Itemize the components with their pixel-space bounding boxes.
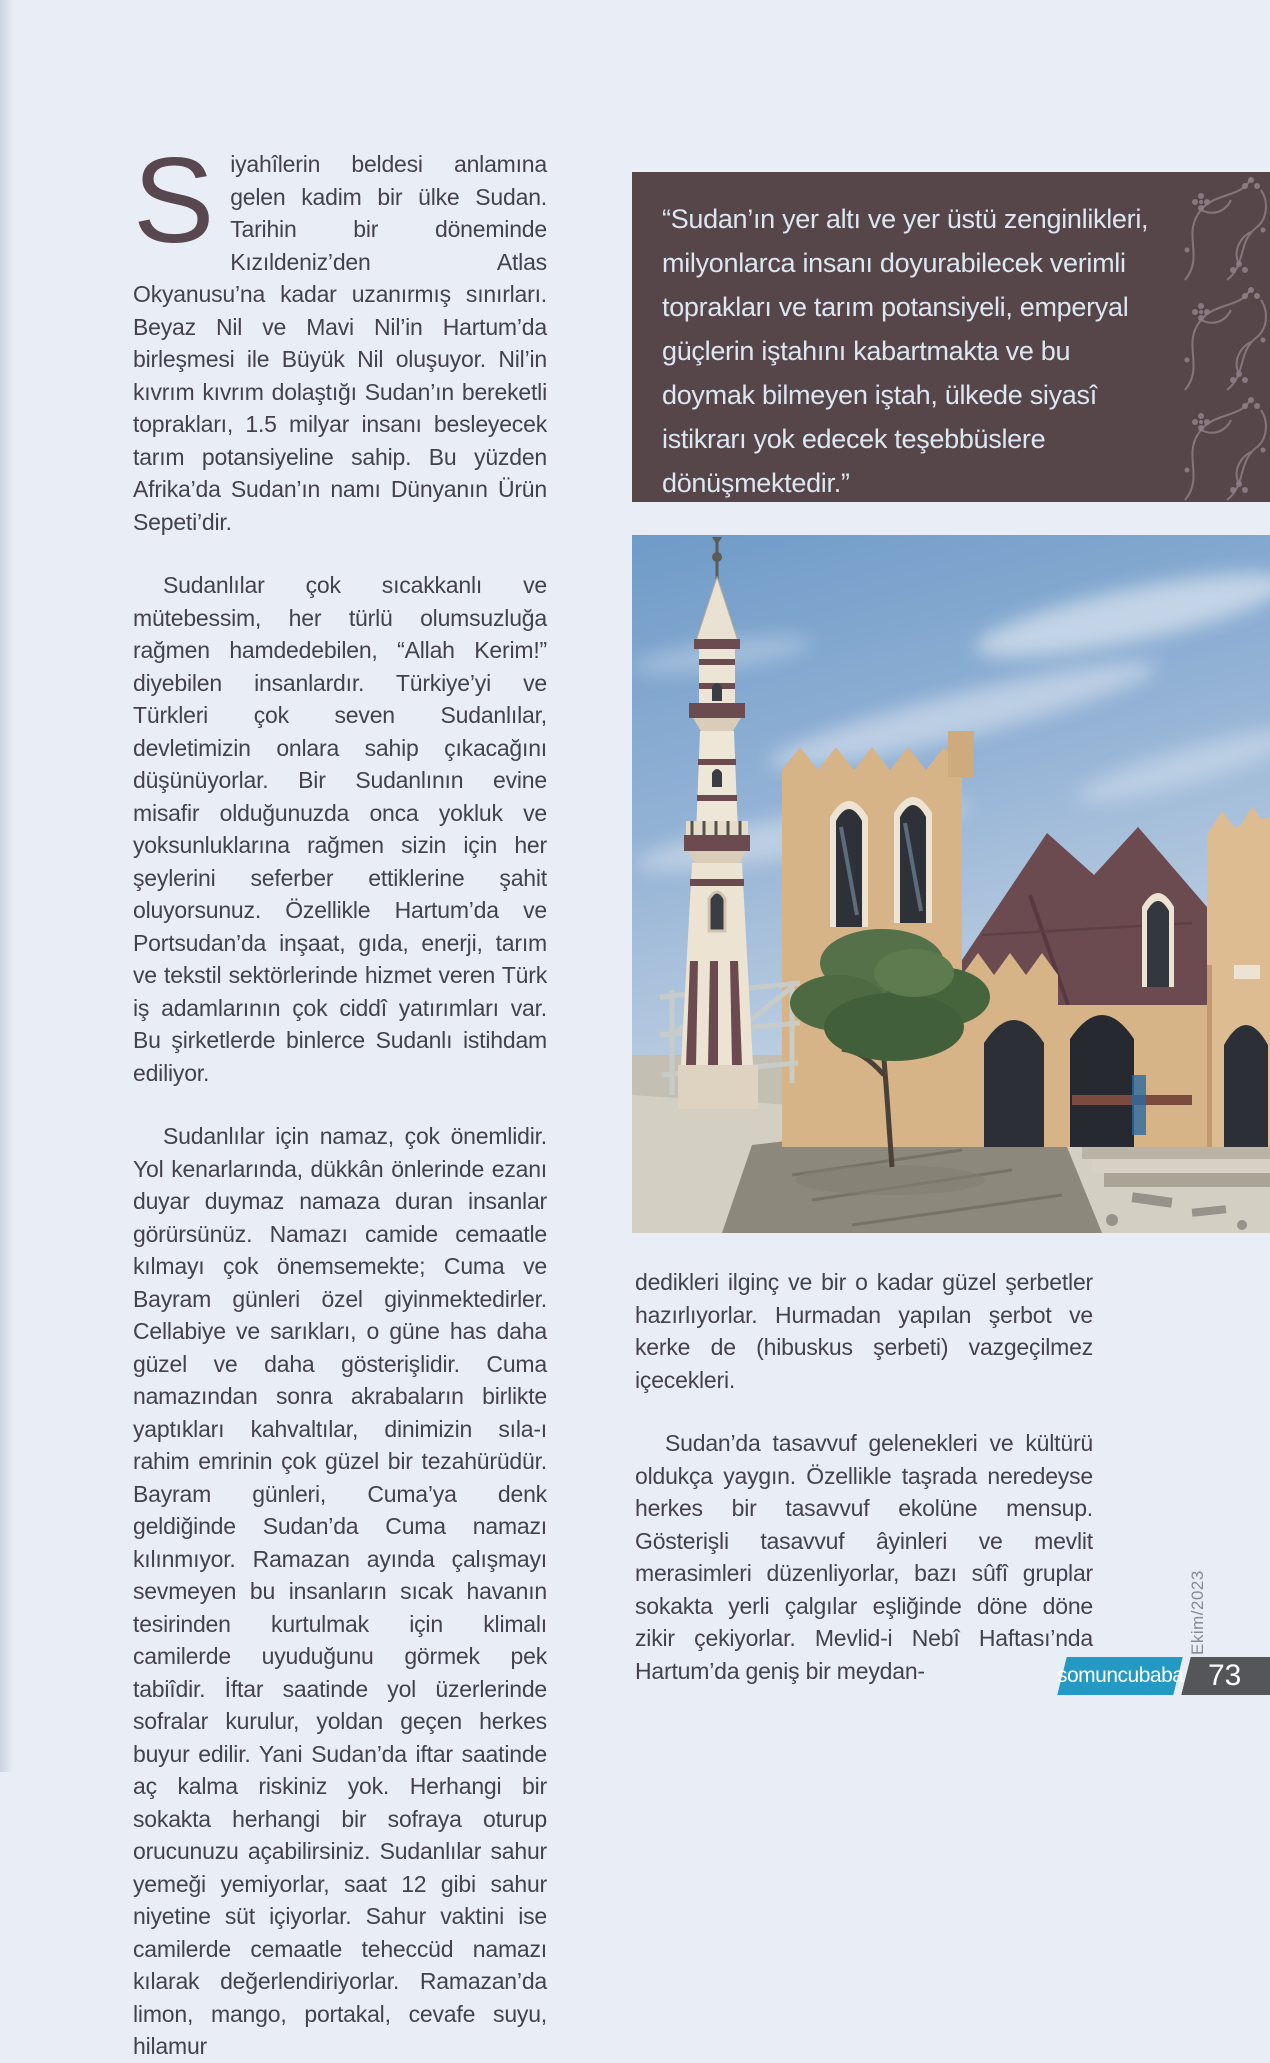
paragraph-2: Sudanlılar çok sıcakkanlı ve mütebessim, her türlü olumsuzluğa rağmen hamdedebilen, “Allah Kerim!” diyebilen insanlardır. Türkiye’yi ve Türkleri çok seven Sudanlılar, devletimizin onlara sahip çıkacağını düşünüyorlar. Bir Sudanlının evine misafir olduğunuzda onca yokluk ve yoksunluklarına rağmen sizin için her şeylerini seferber ettiklerine şahit oluyorsunuz. Özellikle Hartum’da ve Portsudan’da inşaat, gıda, enerji, tarım ve tekstil sektörlerinde hizmet veren Türk iş adamlarının çok ciddî yatırımları var. Bu şirketlerde binlerce Sudanlı istihdam ediliyor.: [133, 572, 547, 1086]
page-gutter-shadow: [0, 0, 14, 1772]
brand-badge: [1057, 1657, 1182, 1695]
article-right-column: [635, 1266, 1093, 1687]
paragraph-1: [133, 132, 547, 538]
mosque-photo-illustration: [632, 535, 1270, 1233]
drop-cap: S: [133, 132, 215, 268]
mosque-photo: [632, 535, 1270, 1233]
paragraph-4: dedikleri ilginç ve bir o kadar güzel şerbetler hazırlıyorlar. Hurmadan yapılan şerbot ve kerke de (hibuskus şerbeti) vazgeçilmez içecekleri.: [635, 1269, 1093, 1393]
paragraph-5: Sudan’da tasavvuf gelenekleri ve kültürü oldukça yaygın. Özellikle taşrada neredeyse herkes bir tasavvuf ekolüne mensup. Gösterişli tasavvuf âyinleri ve mevlit merasimleri düzenliyorlar, bazı sûfî gruplar sokakta yerli çalgılar eşliğinde döne döne zikir çekiyorlar. Mevlid-i Nebî Haftası’nda Hartum’da geniş bir meydan-: [635, 1430, 1093, 1684]
page-number-label: 73: [1208, 1659, 1242, 1692]
issue-date: Ekim/2023: [1188, 1570, 1207, 1655]
pull-quote-text: “Sudan’ın yer altı ve yer üstü zenginlikleri, milyonlarca insanı doyurabilecek verimli toprakları ve tarım potansiyeli, emperyal güçlerin iştahını kabartmakta ve bu doymak bilmeyen iştah, ülkede siyasî istikrarı yok edecek teşebbüslere dönüşmektedir.”: [662, 204, 1149, 498]
arabesque-pattern: [1177, 172, 1270, 502]
paragraph-3: Sudanlılar için namaz, çok önemlidir. Yol kenarlarında, dükkân önlerinde ezanı duyar duymaz namaza duran insanlar görürsünüz. Namazı camide cemaatle kılmayı çok önemsemekte; Cuma ve Bayram günleri özel giyinmektedirler. Cellabiye ve sarıkları, o güne has daha güzel ve daha gösterişlidir. Cuma namazından sonra akrabaların birlikte yaptıkları kahvaltılar, dinimizin sıla-ı rahim emrinin çok güzel bir tezahürüdür. Bayram günleri, Cuma’ya denk geldiğinde Sudan’da Cuma namazı kılınmıyor. Ramazan ayında çalışmayı sevmeyen bu insanların sıcak havanın tesirinden kurtulmak için klimalı camilerde uyuduğunu görmek pek tabiîdir. İftar saatinde yol üzerlerinde sofralar kurulur, yoldan geçen herkes buyur edilir. Yani Sudan’da iftar saatinde aç kalma riskiniz yok. Herhangi bir sokakta herhangi bir sofraya oturup orucunuzu açabilirsiniz. Sudanlılar sahur yemeği yemiyorlar, saat 12 gibi sahur niyetine süt içiyorlar. Sahur vaktini ise camilerde cemaatle teheccüd namazı kılarak değerlendiriyorlar. Ramazan’da limon, mango, portakal, cevafe suyu, hilamur: [133, 1123, 547, 2059]
page-number-badge: [1181, 1657, 1270, 1695]
pull-quote-box: [632, 172, 1270, 502]
paragraph-1-text: iyahîlerin beldesi anlamına gelen kadim bir ülke Sudan. Tarihin bir döneminde Kızıldeniz’den Atlas Okyanusu’na kadar uzanırmış sınırları. Beyaz Nil ve Mavi Nil’in Hartum’da birleşmesi ile Büyük Nil oluşuyor. Nil’in kıvrım kıvrım dolaştığı Sudan’ın bereketli toprakları, 1.5 milyar insanı besleyecek tarım potansiyeline sahip. Bu yüzden Afrika’da Sudan’ın namı Dünyanın Ürün Sepeti’dir.: [133, 151, 547, 535]
article-left-column: [133, 132, 547, 2063]
brand-badge-label: somuncubaba: [1056, 1664, 1184, 1687]
